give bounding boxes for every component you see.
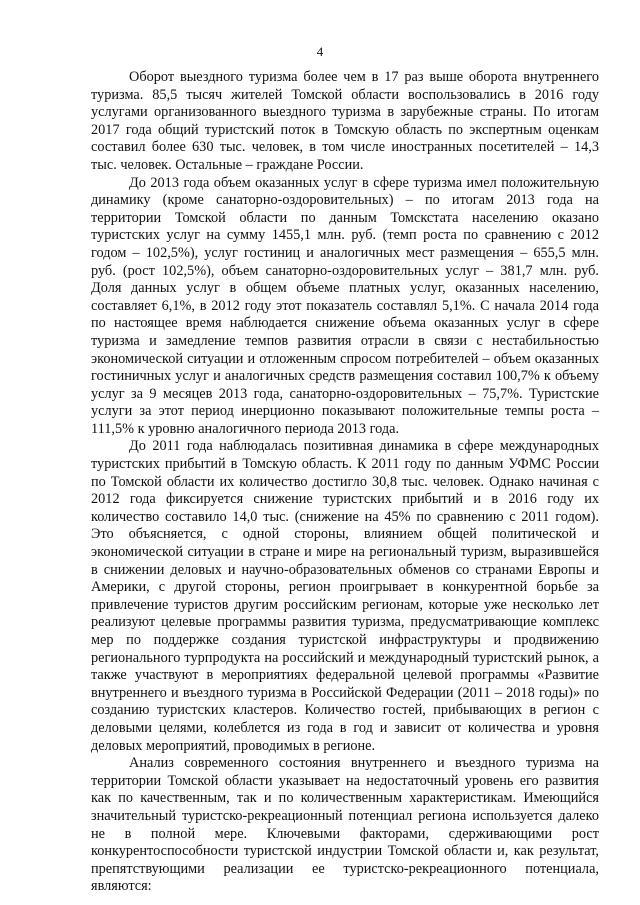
document-body (91, 69, 599, 896)
paragraph-current-state-analysis: Анализ современного состояния внутреннего и въездного туризма на территории Томской области указывает на недостаточный уровень его развития как по качественным, так и по количественным характеристикам. Имеющийся значительный туристско-рекреационный потенциал региона используется далеко не в полной мере. Ключевыми факторами, сдерживающими рост конкурентоспособности туристской индустрии Томской области и, как результат, препятствующими реализации ее туристско-рекреационного потенциала, являются: (91, 755, 599, 895)
paragraph-outbound-tourism: Оборот выездного туризма более чем в 17 раз выше оборота внутреннего туризма. 85,5 тысяч жителей Томской области воспользовались в 2016 году услугами организованного выездного туризма в зарубежные страны. По итогам 2017 года общий туристский поток в Томскую область по экспертным оценкам составил более 630 тыс. человек, в том числе иностранных посетителей – 14,3 тыс. человек. Остальные – граждане России. (91, 69, 599, 173)
page-number: 4 (316, 44, 324, 59)
paragraph-services-volume: До 2013 года объем оказанных услуг в сфере туризма имел положительную динамику (кроме санаторно-оздоровительных) – по итогам 2013 года на территории Томской области по данным Томскстата населению оказано туристских услуг на сумму 1455,1 млн. руб. (темп роста по сравнению с 2012 годом – 102,5%), услуг гостиниц и аналогичных мест размещения – 655,5 млн. руб. (рост 102,5%), объем санаторно-оздоровительных услуг – 381,7 млн. руб. Доля данных услуг в общем объеме платных услуг, оказанных населению, составляет 6,1%, в 2012 году этот показатель составлял 5,1%. С начала 2014 года по настоящее время наблюдается снижение объема оказанных услуг в сфере туризма и замедление темпов развития отрасли в связи с нестабильностью экономической ситуации и отложенным спросом потребителей – объем оказанных гостиничных услуг и аналогичных средств размещения составил 100,7% к объему услуг за 9 месяцев 2013 года, санаторно-оздоровительных – 75,7%. Туристские услуги за этот период инерционно показывают положительные темпы роста – 111,5% к уровню аналогичного периода 2013 года. (91, 174, 599, 437)
paragraph-international-arrivals: До 2011 года наблюдалась позитивная динамика в сфере международных туристских прибытий в Томскую область. К 2011 году по данным УФМС России по Томской области их количество достигло 30,8 тыс. человек. Однако начиная с 2012 года фиксируется снижение туристских прибытий и в 2016 году их количество составило 14,0 тыс. (снижение на 45% по сравнению с 2011 годом). Это объясняется, с одной стороны, влиянием общей политической и экономической ситуации в стране и мире на региональный туризм, выразившейся в снижении деловых и научно-образовательных обменов со странами Европы и Америки, с другой стороны, регион проигрывает в конкурентной борьбе за привлечение туристов другим российским регионам, которые уже несколько лет реализуют целевые программы развития туризма, предусматривающие комплекс мер по поддержке создания туристской инфраструктуры и продвижению регионального турпродукта на российский и международный туристский рынок, а также участвуют в мероприятиях федеральной целевой программы «Развитие внутреннего и въездного туризма в Российской Федерации (2011 – 2018 годы)» по созданию туристских кластеров. Количество гостей, прибывающих в регион с деловыми целями, колеблется из года в год и зависит от количества и уровня деловых мероприятий, проводимых в регионе. (91, 438, 599, 754)
